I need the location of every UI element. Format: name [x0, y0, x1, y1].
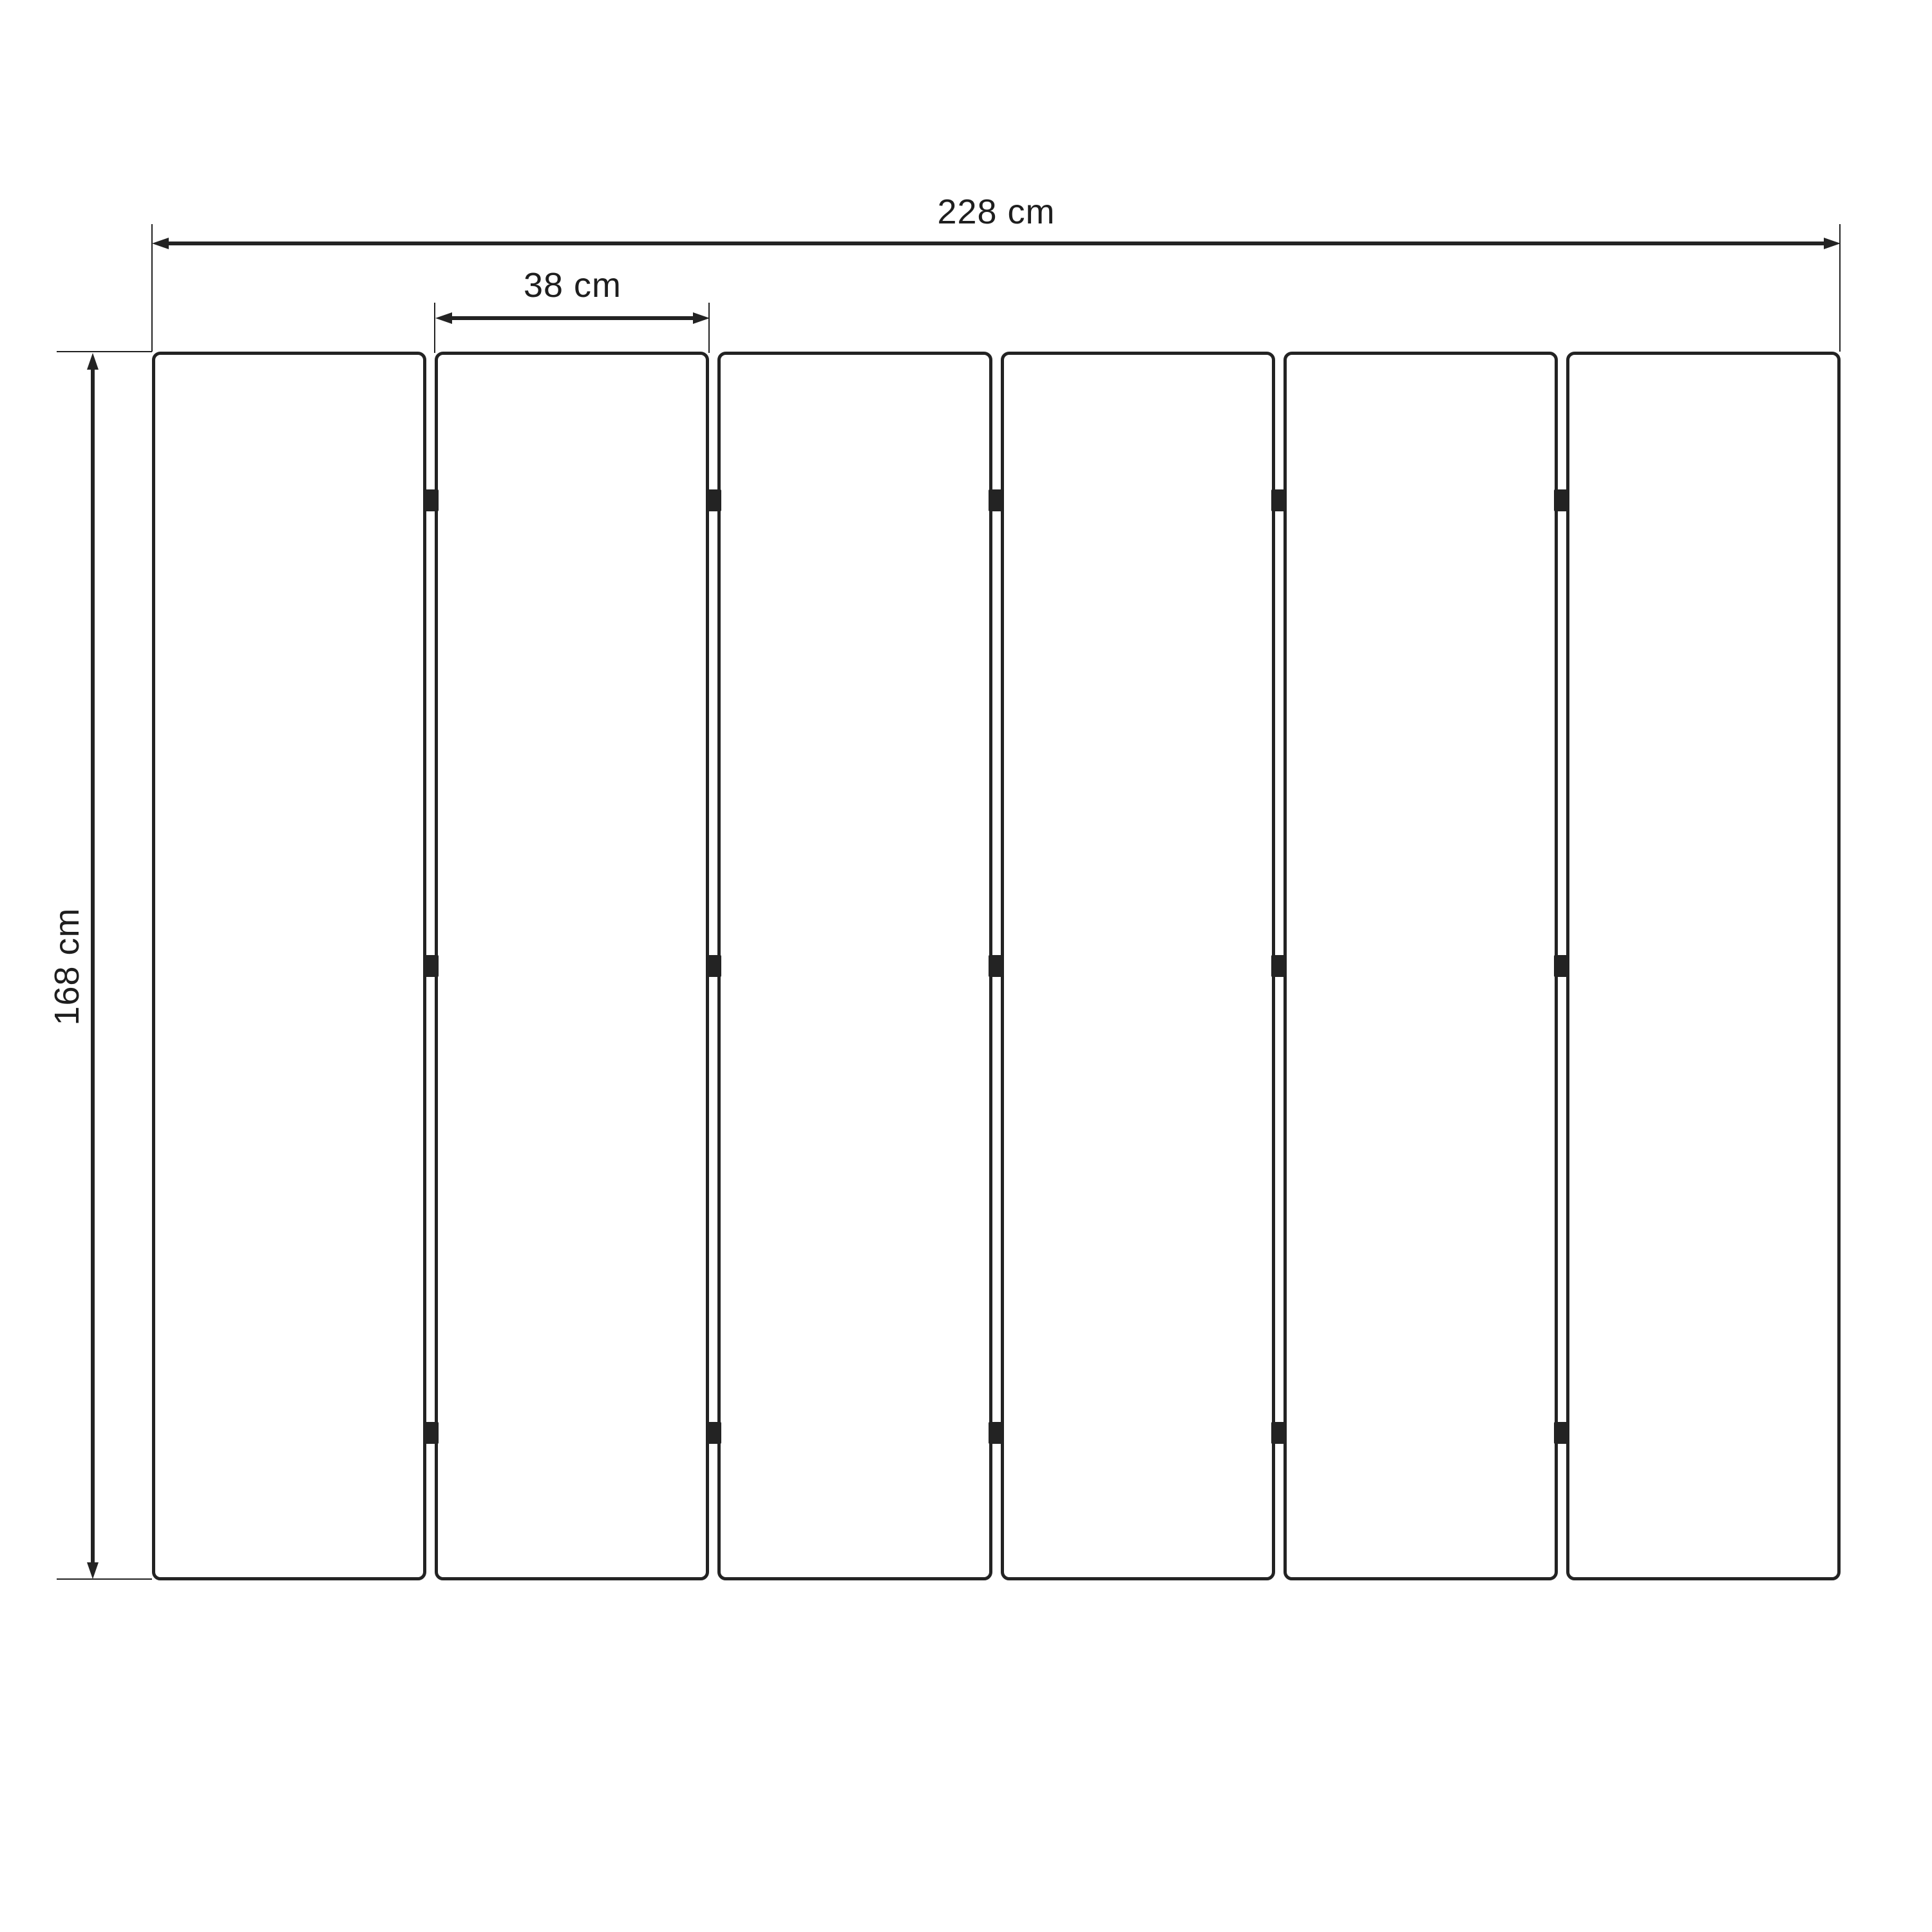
arrow-down-icon [87, 1562, 99, 1579]
hinge-connector [706, 955, 721, 977]
extension-line-top [57, 351, 152, 352]
panel-row [152, 352, 1841, 1580]
hinge-connector [1554, 955, 1569, 977]
panel [435, 352, 709, 1580]
panel [1283, 352, 1558, 1580]
panel [152, 352, 426, 1580]
panel [1001, 352, 1275, 1580]
hinge-connector [1271, 1422, 1287, 1444]
panel [717, 352, 992, 1580]
dimension-line-height [91, 361, 95, 1571]
height-label: 168 cm [48, 907, 86, 1026]
dimension-line-panel-width [444, 316, 701, 320]
hinge-connector [423, 1422, 439, 1444]
panel-width-label: 38 cm [523, 266, 622, 305]
arrow-right-icon [693, 312, 710, 324]
hinge-connector [1271, 489, 1287, 511]
panel [1566, 352, 1841, 1580]
arrow-right-icon [1824, 238, 1841, 249]
hinge-connector [706, 1422, 721, 1444]
hinge-connector [706, 489, 721, 511]
extension-line-right [708, 303, 710, 353]
arrow-up-icon [87, 353, 99, 370]
total-width-label: 228 cm [937, 193, 1056, 231]
hinge-connector [989, 955, 1004, 977]
extension-line-bottom [57, 1578, 152, 1580]
extension-line-left [434, 303, 435, 353]
hinge-connector [1554, 1422, 1569, 1444]
hinge-connector [423, 489, 439, 511]
hinge-connector [1271, 955, 1287, 977]
arrow-left-icon [152, 238, 169, 249]
dimension-line-total-width [161, 242, 1832, 245]
hinge-connector [1554, 489, 1569, 511]
hinge-connector [423, 955, 439, 977]
arrow-left-icon [435, 312, 452, 324]
hinge-connector [989, 489, 1004, 511]
hinge-connector [989, 1422, 1004, 1444]
